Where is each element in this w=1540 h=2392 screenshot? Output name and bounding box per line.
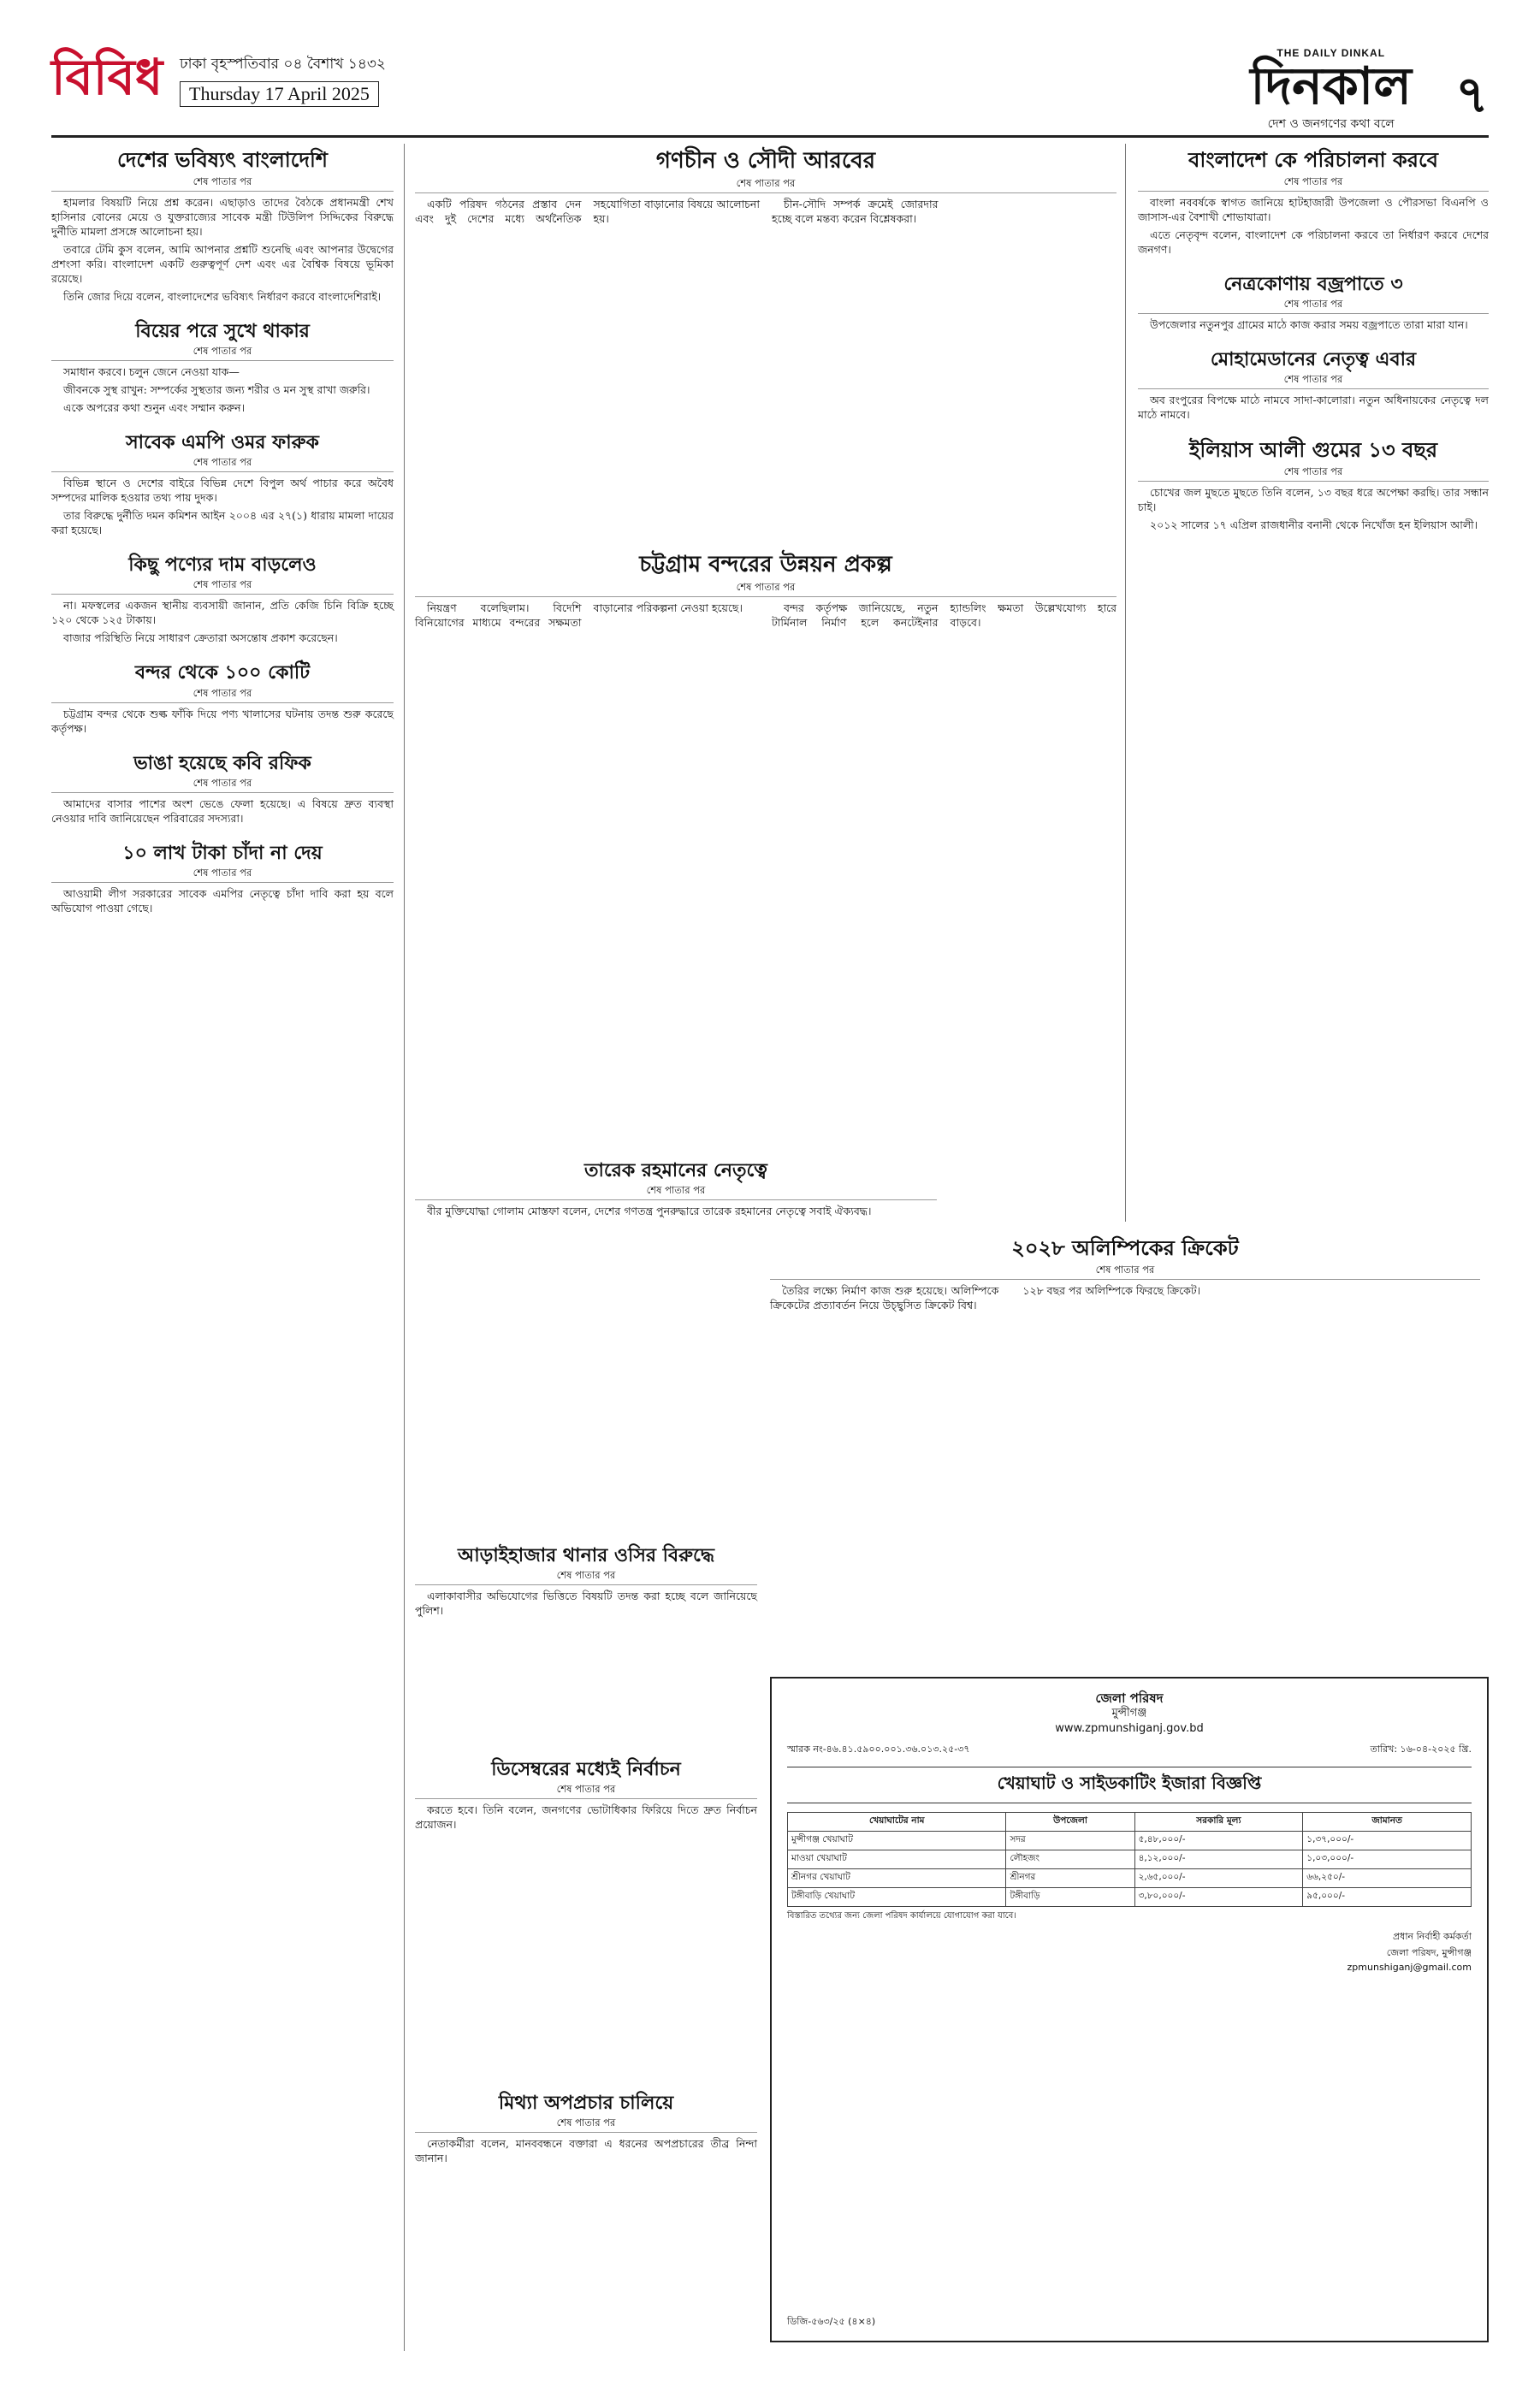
paragraph: ২০১২ সালের ১৭ এপ্রিল রাজধানীর বনানী থেকে নিখোঁজ হন ইলিয়াস আলী। bbox=[1150, 518, 1478, 531]
article bbox=[1138, 149, 1489, 257]
ad-website[interactable]: www.zpmunshiganj.gov.bd bbox=[1055, 1722, 1204, 1735]
table-header: খেয়াঘাটের নাম bbox=[788, 1813, 1006, 1832]
table-cell: মুন্সীগঞ্জ খেয়াঘাট bbox=[788, 1832, 1006, 1850]
article-continued: শেষ পাতার পর bbox=[1138, 372, 1489, 389]
article bbox=[51, 149, 394, 304]
article-title: বিয়ের পরে সুখে থাকার bbox=[135, 320, 310, 342]
paragraph: উপজেলার নতুনপুর গ্রামের মাঠে কাজ করার সময় বজ্রপাতে তারা মারা যান। bbox=[1150, 317, 1468, 331]
table-cell: শ্রীনগর খেয়াঘাট bbox=[788, 1869, 1006, 1888]
paragraph: না। মফস্বলের একজন স্থানীয় ব্যবসায়ী জানান, প্রতি কেজি চিনি বিক্রি হচ্ছে ১২০ থেকে ১২৫ টাকায়। bbox=[51, 599, 394, 627]
column-1 bbox=[51, 144, 394, 2351]
signer-title: প্রধান নির্বাহী কর্মকর্তা bbox=[1392, 1931, 1472, 1942]
article-continued: শেষ পাতার পর bbox=[51, 455, 394, 472]
article bbox=[51, 843, 394, 915]
column-2-top bbox=[415, 144, 1116, 537]
table-header: সরকারি মূল্য bbox=[1134, 1813, 1303, 1832]
article-title: মোহামেডানের নেতৃত্ব এবার bbox=[1210, 348, 1417, 370]
table-header: জামানত bbox=[1303, 1813, 1472, 1832]
date-english: Thursday 17 April 2025 bbox=[180, 81, 379, 107]
column-divider bbox=[1125, 144, 1126, 1222]
table-cell: টঙ্গীবাড়ি খেয়াঘাট bbox=[788, 1888, 1006, 1907]
paragraph: হামলার বিষয়টি নিয়ে প্রশ্ন করেন। এছাড়াও তাদের বৈঠকে প্রধানমন্ত্রী শেখ হাসিনার বোনের মেয়ে ও যুক্তরাজ্যের সাবেক মন্ত্রী টিউলিপ সিদ্দিকের বিরুদ্ধে দুর্নীতি মামলা প্রসঙ্গে আলোচনা হয়। bbox=[51, 195, 394, 238]
paragraph: নিয়ন্ত্রণ বলেছিলাম। বিদেশি বিনিয়োগের মাধ্যমে বন্দরের সক্ষমতা বাড়ানোর পরিকল্পনা নেওয়া হয়েছে। bbox=[415, 601, 743, 629]
article-continued: শেষ পাতার পর bbox=[1138, 175, 1489, 192]
paragraph: এতে নেতৃবৃন্দ বলেন, বাংলাদেশ কে পরিচালনা করবে তা নির্ধারণ করবে দেশের জনগণ। bbox=[1138, 228, 1489, 256]
article-title: মিথ্যা অপপ্রচার চালিয়ে bbox=[498, 2093, 674, 2114]
article-continued: শেষ পাতার পর bbox=[415, 176, 1116, 193]
article bbox=[51, 432, 394, 537]
column-2-election bbox=[415, 1754, 757, 2062]
paragraph: অব রংপুরের বিপক্ষে মাঠে নামবে সাদা-কালোরা। নতুন অধিনায়কের নেতৃত্বে দল মাঠে নামবে। bbox=[1138, 394, 1489, 422]
paper-logo bbox=[1250, 47, 1412, 134]
paragraph: একটি পরিষদ গঠনের প্রস্তাব দেন এবং দুই দেশের মধ্যে অর্থনৈতিক সহযোগিতা বাড়ানোর বিষয়ে আলোচনা হয়। bbox=[415, 197, 760, 225]
ad-table bbox=[787, 1812, 1472, 1907]
article-title: তারেক রহমানের নেতৃত্বে bbox=[584, 1160, 767, 1181]
paragraph: বীর মুক্তিযোদ্ধা গোলাম মোস্তফা বলেন, দেশের গণতন্ত্র পুনরুদ্ধারে তারেক রহমানের নেতৃত্বে সবাই ঐক্যবদ্ধ। bbox=[427, 1205, 872, 1218]
paragraph: আমাদের বাসার পাশের অংশ ভেঙে ফেলা হয়েছে। এ বিষয়ে দ্রুত ব্যবস্থা নেওয়ার দাবি জানিয়েছেন পরিবারের সদস্যরা। bbox=[51, 797, 394, 826]
ad-title: খেয়াঘাট ও সাইডকাটিং ইজারা বিজ্ঞপ্তি bbox=[787, 1767, 1472, 1803]
column-2-propaganda bbox=[415, 2087, 757, 2344]
column-olympics bbox=[770, 1232, 1480, 1660]
paragraph: বাংলা নববর্ষকে স্বাগত জানিয়ে হাটহাজারী উপজেলা ও পৌরসভা বিএনপি ও জাসাস-এর বৈশাখী শোভাযাত্রা। bbox=[1138, 195, 1489, 223]
masthead bbox=[51, 47, 1489, 131]
ad-signature bbox=[787, 1929, 1472, 1973]
article bbox=[51, 554, 394, 645]
paragraph: তিনি জোর দিয়ে বলেন, বাংলাদেশের ভবিষ্যৎ নির্ধারণ করবে বাংলাদেশিরাই। bbox=[63, 289, 382, 303]
column-2-araihazar bbox=[415, 1540, 757, 1745]
masthead-rule bbox=[51, 135, 1489, 138]
article-title: বাংলাদেশ কে পরিচালনা করবে bbox=[1188, 148, 1438, 172]
article bbox=[51, 662, 394, 735]
article bbox=[51, 321, 394, 415]
article-continued: শেষ পাতার পর bbox=[51, 577, 394, 595]
article bbox=[51, 753, 394, 826]
article-title: বন্দর থেকে ১০০ কোটি bbox=[134, 662, 311, 684]
article-continued: শেষ পাতার পর bbox=[1138, 297, 1489, 314]
article-continued: শেষ পাতার পর bbox=[51, 686, 394, 703]
table-cell: ৫,৪৮,০০০/- bbox=[1134, 1832, 1303, 1850]
paragraph: চীন-সৌদি সম্পর্ক ক্রমেই জোরদার হচ্ছে বলে মন্তব্য করেন বিশ্লেষকরা। bbox=[772, 197, 939, 225]
paragraph: করতে হবে। তিনি বলেন, জনগণের ভোটাধিকার ফিরিয়ে দিতে দ্রুত নির্বাচন প্রয়োজন। bbox=[415, 1803, 757, 1832]
table-cell: ৬৬,২৫০/- bbox=[1303, 1869, 1472, 1888]
article-title: গণচীন ও সৌদী আরবের bbox=[655, 148, 876, 174]
article-title: ১০ লাখ টাকা চাঁদা না দেয় bbox=[122, 843, 323, 865]
table-row bbox=[788, 1888, 1472, 1907]
article-continued: শেষ পাতার পর bbox=[415, 1568, 757, 1585]
ad-header bbox=[787, 1690, 1472, 1737]
table-cell: টঙ্গীবাড়ি bbox=[1006, 1888, 1134, 1907]
paragraph: জীবনকে সুস্থ রাখুন: সম্পর্কের সুস্থতার জন্য শরীর ও মন সুস্থ রাখা জরুরি। bbox=[63, 382, 370, 396]
ad-date: তারিখ: ১৬-০৪-২০২৫ খ্রি. bbox=[1370, 1744, 1472, 1755]
article-continued: শেষ পাতার পর bbox=[770, 1263, 1480, 1280]
article-title: কিছু পণ্যের দাম বাড়লেও bbox=[128, 554, 317, 577]
article bbox=[1138, 349, 1489, 422]
ad-memo-row bbox=[787, 1742, 1472, 1758]
paragraph: সমাধান করবে। চলুন জেনে নেওয়া যাক— bbox=[63, 364, 240, 378]
page-number: ৭ bbox=[1454, 65, 1489, 125]
paragraph: বন্দর কর্তৃপক্ষ জানিয়েছে, নতুন টার্মিনাল নির্মাণ হলে কনটেইনার হ্যান্ডলিং ক্ষমতা উল্লেখযোগ্য হারে বাড়বে। bbox=[772, 601, 1116, 629]
table-cell: লৌহজং bbox=[1006, 1850, 1134, 1869]
article-body bbox=[770, 1283, 1480, 1312]
paragraph: তার বিরুদ্ধে দুর্নীতি দমন কমিশন আইন ২০০৪ এর ২৭(১) ধারায় মামলা দায়ের করা হয়েছে। bbox=[51, 509, 394, 537]
article-title: ২০২৮ অলিম্পিকের ক্রিকেট bbox=[1011, 1236, 1239, 1260]
tender-notice bbox=[770, 1677, 1489, 2342]
article-continued: শেষ পাতার পর bbox=[51, 175, 394, 192]
column-divider bbox=[404, 144, 405, 2351]
paragraph: একে অপরের কথা শুনুন এবং সম্মান করুন। bbox=[63, 400, 246, 414]
paper-tagline: দেশ ও জনগণের কথা বলে bbox=[1267, 117, 1395, 131]
paragraph: নেতাকর্মীরা বলেন, মানববন্ধনে বক্তারা এ ধরনের অপপ্রচারের তীব্র নিন্দা জানান। bbox=[415, 2137, 757, 2165]
table-cell: ২,৬৫,০০০/- bbox=[1134, 1869, 1303, 1888]
article-title: নেত্রকোণায় বজ্রপাতে ৩ bbox=[1223, 273, 1403, 295]
article bbox=[1138, 274, 1489, 332]
paragraph: চোখের জল মুছতে মুছতে তিনি বলেন, ১৩ বছর ধরে অপেক্ষা করছি। তার সন্ধান চাই। bbox=[1138, 485, 1489, 513]
paragraph: বাজার পরিস্থিতি নিয়ে সাধারণ ক্রেতারা অসন্তোষ প্রকাশ করেছেন। bbox=[63, 631, 338, 645]
ad-memo: স্মারক নং-৪৬.৪১.৫৯০০.০০১.৩৬.০১৩.২৫-৩৭ bbox=[787, 1744, 970, 1755]
section-name: বিবিধ bbox=[51, 48, 163, 106]
table-header: উপজেলা bbox=[1006, 1813, 1134, 1832]
article-body bbox=[415, 601, 1116, 630]
article-title: ইলিয়াস আলী গুমের ১৩ বছর bbox=[1188, 438, 1438, 463]
ad-footer: বিস্তারিত তথ্যের জন্য জেলা পরিষদ কার্যালয়ে যোগাযোগ করা যাবে। bbox=[787, 1911, 1016, 1921]
article-continued: শেষ পাতার পর bbox=[415, 580, 1116, 597]
table-cell: ১,০৩,০০০/- bbox=[1303, 1850, 1472, 1869]
paragraph: তৈরির লক্ষ্যে নির্মাণ কাজ শুরু হয়েছে। অলিম্পিকে ক্রিকেটের প্রত্যাবর্তন নিয়ে উচ্ছ্বসিত ক্রিকেট বিশ্ব। bbox=[770, 1283, 999, 1311]
article-title: ভাঙা হয়েছে কবি রফিক bbox=[133, 752, 311, 774]
column-2-port bbox=[415, 548, 1116, 1146]
table-cell: শ্রীনগর bbox=[1006, 1869, 1134, 1888]
table-cell: ১,৩৭,০০০/- bbox=[1303, 1832, 1472, 1850]
signer-org: জেলা পরিষদ, মুন্সীগঞ্জ bbox=[1386, 1947, 1472, 1958]
article-title: চট্টগ্রাম বন্দরের উন্নয়ন প্রকল্প bbox=[639, 552, 892, 577]
paper-name-bengali: দিনকাল bbox=[1250, 56, 1412, 116]
article-continued: শেষ পাতার পর bbox=[51, 866, 394, 883]
column-right bbox=[1138, 144, 1489, 1222]
table-cell: ৪,১২,০০০/- bbox=[1134, 1850, 1303, 1869]
paragraph: এলাকাবাসীর অভিযোগের ভিত্তিতে বিষয়টি তদন্ত করা হচ্ছে বলে জানিয়েছে পুলিশ। bbox=[415, 1590, 757, 1618]
paragraph: ১২৮ বছর পর অলিম্পিকে ফিরছে ক্রিকেট। bbox=[1022, 1283, 1201, 1297]
article-title: দেশের ভবিষ্যৎ বাংলাদেশি bbox=[116, 148, 329, 172]
article-continued: শেষ পাতার পর bbox=[415, 1782, 757, 1799]
table-row bbox=[788, 1869, 1472, 1888]
article-continued: শেষ পাতার পর bbox=[1138, 465, 1489, 482]
signer-email[interactable]: zpmunshiganj@gmail.com bbox=[1347, 1962, 1472, 1973]
ad-org: জেলা পরিষদ bbox=[1095, 1690, 1164, 1706]
article bbox=[1138, 439, 1489, 532]
article-continued: শেষ পাতার পর bbox=[51, 344, 394, 361]
article-title: ডিসেম্বরের মধ্যেই নির্বাচন bbox=[491, 1759, 681, 1780]
paragraph: চট্টগ্রাম বন্দর থেকে শুল্ক ফাঁকি দিয়ে পণ্য খালাসের ঘটনায় তদন্ত শুরু করেছে কর্তৃপক্ষ। bbox=[51, 707, 394, 735]
paragraph: তবারে টেমি কুস বলেন, আমি আপনার প্রশ্নটি শুনেছি এবং আপনার উদ্বেগের প্রশংসা করি। বাংলাদেশ একটি গুরুত্বপূর্ণ দেশ এবং এর বৈশ্বিক বিষয়ে ভূমিকা রয়েছে। bbox=[51, 242, 394, 285]
table-row bbox=[788, 1832, 1472, 1850]
table-cell: ৩,৮০,০০০/- bbox=[1134, 1888, 1303, 1907]
article-continued: শেষ পাতার পর bbox=[415, 1183, 937, 1200]
table-cell: মাওয়া খেয়াঘাট bbox=[788, 1850, 1006, 1869]
table-header-row bbox=[788, 1813, 1472, 1832]
paper-name-english: THE DAILY DINKAL bbox=[1276, 47, 1386, 59]
article-continued: শেষ পাতার পর bbox=[51, 776, 394, 793]
article-title: আড়াইহাজার থানার ওসির বিরুদ্ধে bbox=[457, 1545, 715, 1566]
table-cell: ৯৫,০০০/- bbox=[1303, 1888, 1472, 1907]
article-body bbox=[415, 197, 1116, 226]
ad-code: ডিজি-৫৬৩/২৫ (৪×৪) bbox=[787, 2316, 876, 2327]
table-row bbox=[788, 1850, 1472, 1869]
table-cell: সদর bbox=[1006, 1832, 1134, 1850]
paragraph: আওয়ামী লীগ সরকারের সাবেক এমপির নেতৃত্বে চাঁদা দাবি করা হয় বলে অভিযোগ পাওয়া গেছে। bbox=[51, 887, 394, 915]
article-continued: শেষ পাতার পর bbox=[415, 2116, 757, 2133]
article-title: সাবেক এমপি ওমর ফারুক bbox=[126, 431, 319, 453]
paragraph: বিভিন্ন স্থানে ও দেশের বাইরে বিভিন্ন দেশে বিপুল অর্থ পাচার করে অবৈধ সম্পদের মালিক হওয়ার তথ্য পায় দুদক। bbox=[51, 477, 394, 505]
date-bengali: ঢাকা বৃহস্পতিবার ০৪ বৈশাখ ১৪৩২ bbox=[180, 56, 386, 73]
ad-district: মুন্সীগঞ্জ bbox=[1111, 1707, 1147, 1720]
